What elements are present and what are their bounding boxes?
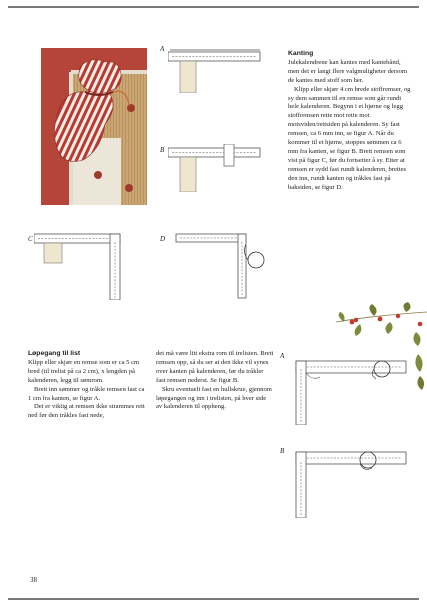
kanting-paragraph-1: Julekalendrene kan kantes med kantebånd, men det er langt flere valgmuligheter dersom de kantes med stoff som her. bbox=[288, 58, 408, 84]
figure-c-label: C bbox=[28, 235, 33, 243]
figure-b2-label: B bbox=[280, 447, 285, 455]
figure-b2-rod-pocket bbox=[290, 446, 408, 518]
figure-a2-rod-pocket bbox=[290, 355, 408, 425]
lopegang-paragraph-3: Det er viktig at remsen ikke strammes rett ned før den tråkles fast nede, bbox=[28, 403, 145, 420]
lopegang-paragraph-1: Klipp eller skjær en remse som er ca 5 cm bred (til trelist på ca 2 cm), x lengden på kalenderen, legg til sømrom. bbox=[28, 358, 140, 384]
lopegang-column-2 bbox=[156, 350, 274, 412]
figure-a-binding-corner bbox=[168, 48, 268, 93]
lopegang-paragraph-5: Skru eventuelt fast en hullskrue, gjennom løpegangen og inn i trelisten, på hver side av kalenderen til oppheng. bbox=[156, 385, 272, 411]
lopegang-paragraph-2: Brett inn sømmer og tråkle remsen fast ca 1 cm fra kanten, se figur A. bbox=[28, 385, 145, 402]
page-number: 38 bbox=[30, 576, 37, 584]
kanting-paragraph-2: Klipp eller skjær 4 cm brede stoffremser, og sy dem sammen til en remse som går rundt hele kalenderen. Begynn i et hjørne og legg stoffremsen rette mot rette mot motsviden/rettsiden på kalenderen. Sy fast remsen, ca 6 mm inn, se figur A. Når du kommer til et hjørne, stoppes sømmen ca 6 mm fra kanten, se figur B. Brett remsen som vist på figur C, før du fortsetter å sy. Etter at remsen er sydd fast rundt kalenderen, brettes den inn, rundt kanten og tråkles fast på baksiden, se figur D. bbox=[288, 85, 411, 191]
figure-c-binding-fold bbox=[34, 228, 128, 300]
lopegang-heading: Løpegang til list bbox=[28, 350, 81, 357]
kanting-section bbox=[288, 50, 412, 193]
bottom-border bbox=[8, 598, 419, 600]
kanting-heading: Kanting bbox=[288, 50, 314, 57]
figure-d-label: D bbox=[160, 235, 166, 243]
top-border bbox=[8, 6, 419, 8]
photo-fabric-sack bbox=[41, 48, 147, 205]
figure-a2-label: A bbox=[280, 352, 285, 360]
lopegang-paragraph-4: det må være litt ekstra rom til trelisten. Brett remsen opp, så du ser at den ikke vil synes over kanten på kalenderen, før du tråkler fast remsen nederst. Se figur B. bbox=[156, 350, 274, 384]
figure-d-binding-back bbox=[172, 230, 268, 300]
figure-a-label: A bbox=[160, 45, 165, 53]
figure-b-label: B bbox=[160, 146, 165, 154]
figure-b-binding-corner bbox=[168, 144, 268, 192]
lopegang-column-1 bbox=[28, 350, 146, 421]
